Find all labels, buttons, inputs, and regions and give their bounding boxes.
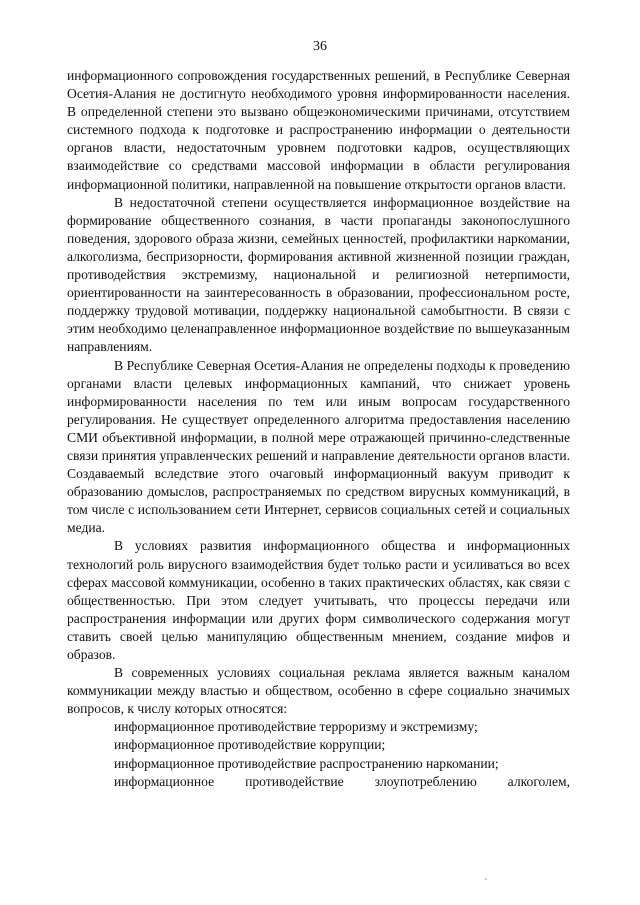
paragraph-continuation: информационного сопровождения государственных решений, в Республике Северная Осетия-Алания не достигнуто необходимого уровня информированности населения. В определенной степени это вызвано общеэкономическими причинами, отсутствием системного подхода к подготовке и распространению информации о деятельности органов власти, недостаточным уровнем подготовки кадров, осуществляющих взаимодействие со средствами массовой информации в области регулирования информационной политики, направленной на повышение открытости органов власти.: [67, 68, 570, 192]
document-body: [67, 67, 570, 791]
paragraph-information-campaigns: В Республике Северная Осетия-Алания не определены подходы к проведению органами власти целевых информационных кампаний, что снижает уровень информированности населения по тем или иным вопросам государственного регулирования. Не существует определенного алгоритма предоставления населению СМИ объективной информации, в полной мере отражающей причинно-следственные связи принятия управленческих решений и направление деятельности органов власти. Создаваемый вследствие этого очаговый информационный вакуум приводит к образованию домыслов, распространяемых по средством вирусных коммуникаций, в том числе с использованием сети Интернет, сервисов социальных сетей и социальных медиа.: [67, 357, 570, 536]
scan-speck: [485, 878, 487, 880]
list-item-alcohol: информационное противодействие злоупотреблению алкоголем,: [114, 773, 570, 789]
list-item-corruption: информационное противодействие коррупции;: [114, 737, 386, 753]
list-item-terrorism: информационное противодействие терроризму и экстремизму;: [114, 719, 478, 735]
page-number: 36: [313, 39, 327, 54]
paragraph-social-advertising: В современных условиях социальная реклама является важным каналом коммуникации между властью и обществом, особенно в сфере социально значимых вопросов, к числу которых относятся:: [67, 665, 570, 717]
list-item-drugs: информационное противодействие распространению наркомании;: [114, 755, 499, 771]
paragraph-viral-interaction: В условиях развития информационного общества и информационных технологий роль вирусного взаимодействия будет только расти и усиливаться во всех сферах массовой коммуникации, особенно в таких практических областях, как связи с общественностью. При этом следует учитывать, что процессы передачи или распространения информации или других форм символического содержания могут ставить своей целью манипуляцию общественным мнением, создание мифов и образов.: [67, 538, 570, 662]
paragraph-information-influence: В недостаточной степени осуществляется информационное воздействие на формирование общественного сознания, в части пропаганды законопослушного поведения, здорового образа жизни, семейных ценностей, профилактики наркомании, алкоголизма, беспризорности, формирования активной жизненной позиции граждан, противодействия экстремизму, национальной и религиозной нетерпимости, ориентированности на заинтересованность в образовании, профессиональном росте, поддержку трудовой мотивации, поддержку национальной самобытности. В связи с этим необходимо целенаправленное информационное воздействие по вышеуказанным направлениям.: [67, 194, 570, 355]
